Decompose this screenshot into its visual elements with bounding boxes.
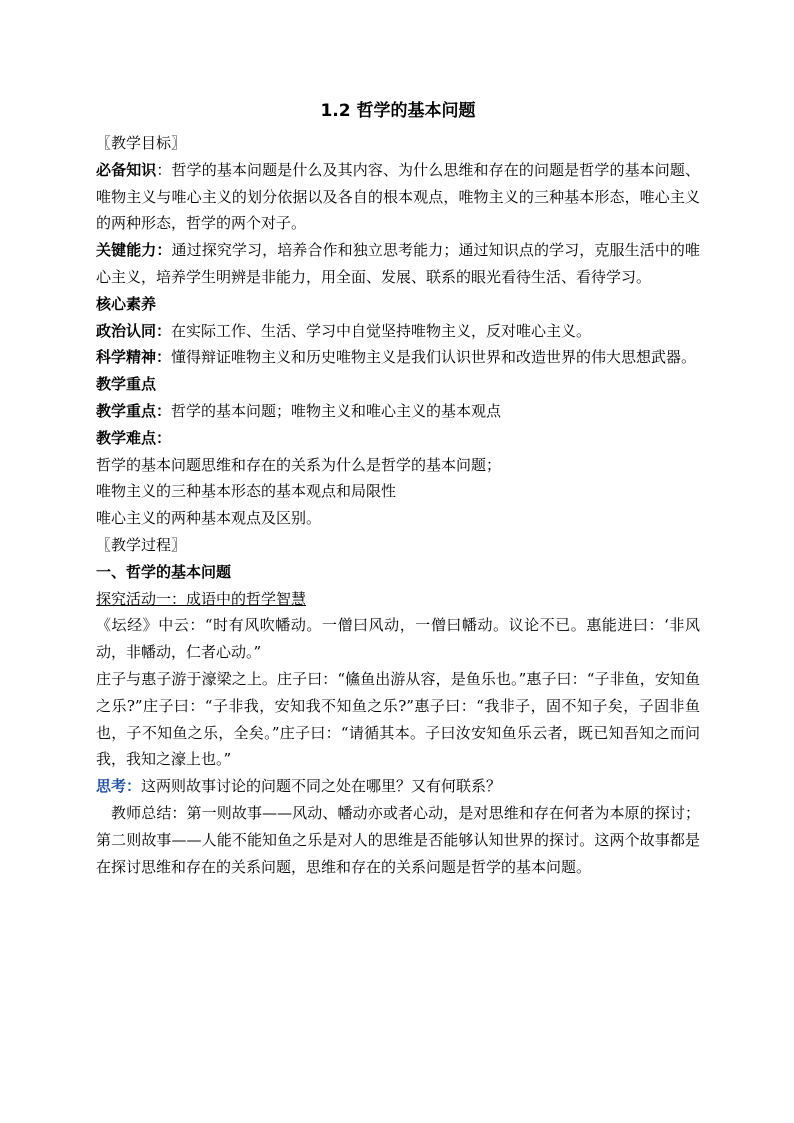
knowledge-text: ：哲学的基本问题是什么及其内容、为什么思维和存在的问题是哲学的基本问题、唯物主义与唯心主义的划分依据以及各自的根本观点，唯物主义的三种基本形态，唯心主义的两种形态，哲学的两个对子。 xyxy=(96,160,700,233)
knowledge-label: 必备知识 xyxy=(96,160,157,179)
political-paragraph xyxy=(96,318,700,345)
literacy-heading: 核心素养 xyxy=(96,294,157,313)
focus-paragraph xyxy=(96,398,700,425)
political-text: 在实际工作、生活、学习中自觉坚持唯物主义，反对唯心主义。 xyxy=(171,321,592,340)
difficulty-item: 唯物主义的三种基本形态的基本观点和局限性 xyxy=(96,482,397,501)
science-label: 科学精神： xyxy=(96,348,172,367)
focus-heading: 教学重点 xyxy=(96,375,157,394)
ability-text: 通过探究学习，培养合作和独立思考能力；通过知识点的学习，克服生活中的唯心主义，培养学生明辨是非能力，用全面、发展、联系的眼光看待生活、看待学习。 xyxy=(96,241,700,286)
difficulty-item: 哲学的基本问题思维和存在的关系为什么是哲学的基本问题； xyxy=(96,455,502,474)
science-text: 懂得辩证唯物主义和历史唯物主义是我们认识世界和改造世界的伟大思想武器。 xyxy=(171,348,697,367)
think-text: 这两则故事讨论的问题不同之处在哪里？又有何联系？ xyxy=(141,777,502,796)
think-paragraph xyxy=(96,773,700,800)
difficulty-item: 唯心主义的两种基本观点及区别。 xyxy=(96,509,322,528)
think-label: 思考： xyxy=(96,777,142,796)
story2-paragraph: 庄子与惠子游于濠梁之上。庄子曰：“鯈鱼出游从容，是鱼乐也。”惠子曰：“子非鱼，安知鱼之乐?”庄子曰：“子非我，安知我不知鱼之乐?”惠子曰：“我非子，固不知子矣，子固非鱼也，子不知鱼之乐，全矣。”庄子曰：“请循其本。子曰汝安知鱼乐云者，既已知吾知之而问我，我知之濠上也。” xyxy=(96,669,700,769)
ability-paragraph xyxy=(96,237,700,291)
document-body xyxy=(96,98,700,880)
story1-paragraph: 《坛经》中云：“时有风吹幡动。一僧曰风动，一僧曰幡动。议论不已。惠能进曰：‘非风动，非幡动，仁者心动。” xyxy=(96,616,700,662)
activity1-title: 探究活动一：成语中的哲学智慧 xyxy=(96,589,307,608)
difficulty-label: 教学难点： xyxy=(96,428,172,447)
process-heading: 〖教学过程〗 xyxy=(96,535,187,554)
part1-heading: 一、哲学的基本问题 xyxy=(96,562,232,581)
political-label: 政治认同： xyxy=(96,321,172,340)
focus-label: 教学重点： xyxy=(96,401,172,420)
focus-text: 哲学的基本问题；唯物主义和唯心主义的基本观点 xyxy=(171,401,502,420)
ability-label: 关键能力： xyxy=(96,241,172,260)
page-title: 1.2 哲学的基本问题 xyxy=(320,101,476,121)
science-paragraph xyxy=(96,344,700,371)
objectives-heading: 〖教学目标〗 xyxy=(96,134,187,152)
knowledge-paragraph xyxy=(96,157,700,237)
summary-paragraph: 教师总结：第一则故事——风动、幡动亦或者心动，是对思维和存在何者为本原的探讨；第二则故事——人能不能知鱼之乐是对人的思维是否能够认知世界的探讨。这两个故事都是在探讨思维和存在的关系问题，思维和存在的关系问题是哲学的基本问题。 xyxy=(96,803,700,876)
